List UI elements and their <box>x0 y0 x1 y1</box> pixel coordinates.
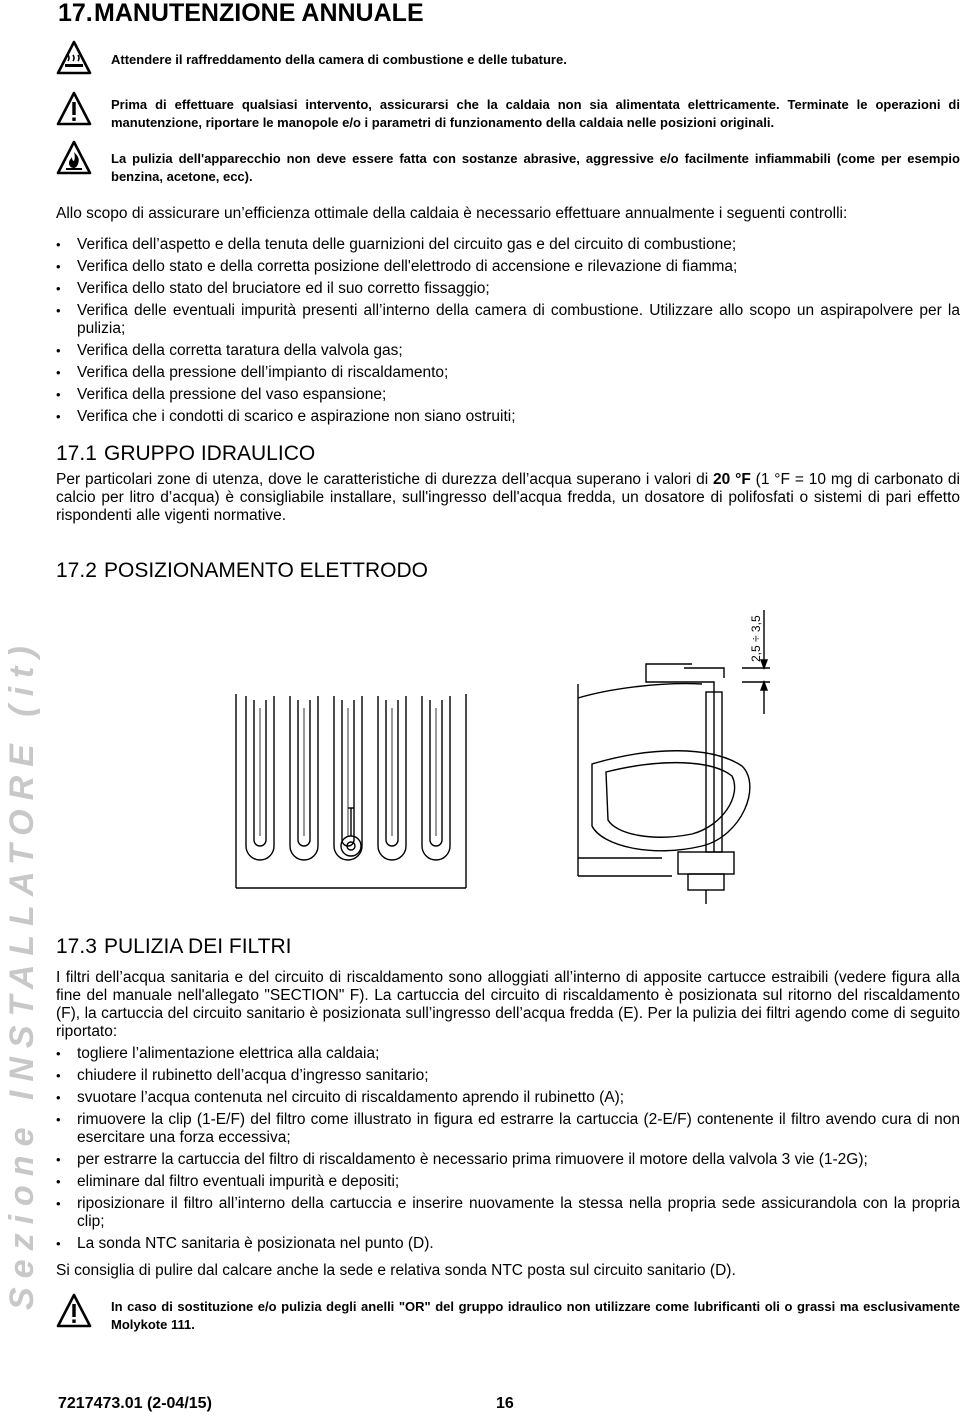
dimension-label: 2,5 ÷ 3,5 <box>749 615 763 662</box>
list-item: • per estrarre la cartuccia del filtro di riscaldamento è necessario prima rimuovere il motore della valvola 3 vie (1-2G); <box>56 1151 960 1169</box>
list-item: • Verifica dell’aspetto e della tenuta delle guarnizioni del circuito gas e del circuito di combustione; <box>56 236 960 254</box>
section-heading-17-2 <box>56 560 428 582</box>
section-number: 17.2 <box>56 559 97 582</box>
warning-electric-text: Prima di effettuare qualsiasi intervento, assicurarsi che la caldaia non sia alimentata elettricamente. Terminate le operazioni di manutenzione, riportare le manopole e/o i parametri di funzionamento della caldaia nelle posizioni originali. <box>111 97 960 130</box>
warning-or-rings-text: In caso di sostituzione e/o pulizia degli anelli "OR" del gruppo idraulico non utilizzare come lubrificanti oli o grassi ma esclusivamente Molykote 111. <box>111 1299 960 1332</box>
list-item: • riposizionare il filtro all’interno della cartuccia e inserire nuovamente la stessa nella propria sede assicurandola con la propria clip; <box>56 1195 960 1231</box>
warning-flammable-text: La pulizia dell'apparecchio non deve essere fatta con sostanze abrasive, aggressive e/o facilmente infiammabili (come per esempio benzina, acetone, ecc). <box>111 151 960 184</box>
intro-paragraph: Allo scopo di assicurare un’efficienza ottimale della caldaia è necessario effettuare annualmente i seguenti controlli: <box>56 205 848 222</box>
list-item: • svuotare l’acqua contenuta nel circuito di riscaldamento aprendo il rubinetto (A); <box>56 1089 960 1107</box>
list-item: • togliere l’alimentazione elettrica alla caldaia; <box>56 1045 960 1063</box>
section-number: 17.3 <box>56 935 97 958</box>
list-item: • La sonda NTC sanitaria è posizionata nel punto (D). <box>56 1235 960 1253</box>
filters-intro-paragraph: I filtri dell’acqua sanitaria e del circuito di riscaldamento sono alloggiati all’interno di apposite cartucce estraibili (vedere figura alla fine del manuale nell'allegato "SECTION" F). La cartuccia del circuito di riscaldamento è posizionata sul ritorno del riscaldamento (F), la cartuccia del circuito sanitario è posizionata sull’ingresso dell’acqua fredda (E). Per la pulizia dei filtri agendo come di seguito riportato: <box>56 969 960 1040</box>
list-item: • Verifica che i condotti di scarico e aspirazione non siano ostruiti; <box>56 408 960 426</box>
page-number: 16 <box>496 1395 514 1412</box>
filter-steps-list <box>56 1045 960 1253</box>
annual-checks-list <box>56 236 960 426</box>
heading-number: 17. <box>58 0 93 27</box>
heading-title: MANUTENZIONE ANNUALE <box>94 0 424 27</box>
paragraph-text: (1 °F = 10 mg di carbonato di calcio per litro d’acqua) è consigliabile installare, sull'ingresso dell'acqua fredda, un dosatore di polifosfati o sistemi di pari effetto rispondenti alle vigenti normative. <box>56 471 960 524</box>
hardness-value: 20 °F <box>713 471 751 488</box>
warning-hot-text: Attendere il raffreddamento della camera di combustione e delle tubature. <box>111 52 567 67</box>
page-title <box>58 0 424 26</box>
list-item: • Verifica della pressione del vaso espansione; <box>56 386 960 404</box>
list-item: • eliminare dal filtro eventuali impurità e depositi; <box>56 1173 960 1191</box>
sidebar-section-label: Sezione INSTALLATORE (it) <box>3 637 41 1310</box>
danger-warning-icon <box>56 1293 92 1329</box>
section-heading-17-3 <box>56 936 291 958</box>
list-item: • Verifica delle eventuali impurità presenti all’interno della camera di combustione. Utilizzare allo scopo un aspirapolvere per la pulizia; <box>56 302 960 338</box>
descaling-advice: Si consiglia di pulire dal calcare anche la sede e relativa sonda NTC posta sul circuito sanitario (D). <box>56 1262 736 1279</box>
list-item: • rimuovere la clip (1-E/F) del filtro come illustrato in figura ed estrarre la cartuccia (2-E/F) contenente il filtro avendo cura di non esercitare una forza eccessiva; <box>56 1111 960 1147</box>
list-item: • Verifica della corretta taratura della valvola gas; <box>56 342 960 360</box>
section-title: GRUPPO IDRAULICO <box>104 442 316 465</box>
list-item: • chiudere il rubinetto dell’acqua d’ingresso sanitario; <box>56 1067 960 1085</box>
list-item: • Verifica della pressione dell’impianto di riscaldamento; <box>56 364 960 382</box>
flammable-warning-icon <box>56 140 92 176</box>
electrode-position-figure <box>232 596 802 906</box>
danger-warning-icon <box>56 91 92 127</box>
document-code: 7217473.01 (2-04/15) <box>58 1395 212 1412</box>
section-title: PULIZIA DEI FILTRI <box>104 935 292 958</box>
hydraulic-group-paragraph <box>56 471 960 525</box>
section-heading-17-1 <box>56 443 315 465</box>
list-item: • Verifica dello stato e della corretta posizione dell'elettrodo di accensione e rilevazione di fiamma; <box>56 258 960 276</box>
section-title: POSIZIONAMENTO ELETTRODO <box>104 559 428 582</box>
paragraph-text: Per particolari zone di utenza, dove le caratteristiche di durezza dell’acqua superano i valori di <box>56 471 714 488</box>
section-number: 17.1 <box>56 442 97 465</box>
list-item: • Verifica dello stato del bruciatore ed il suo corretto fissaggio; <box>56 280 960 298</box>
hot-surface-warning-icon <box>56 40 92 76</box>
